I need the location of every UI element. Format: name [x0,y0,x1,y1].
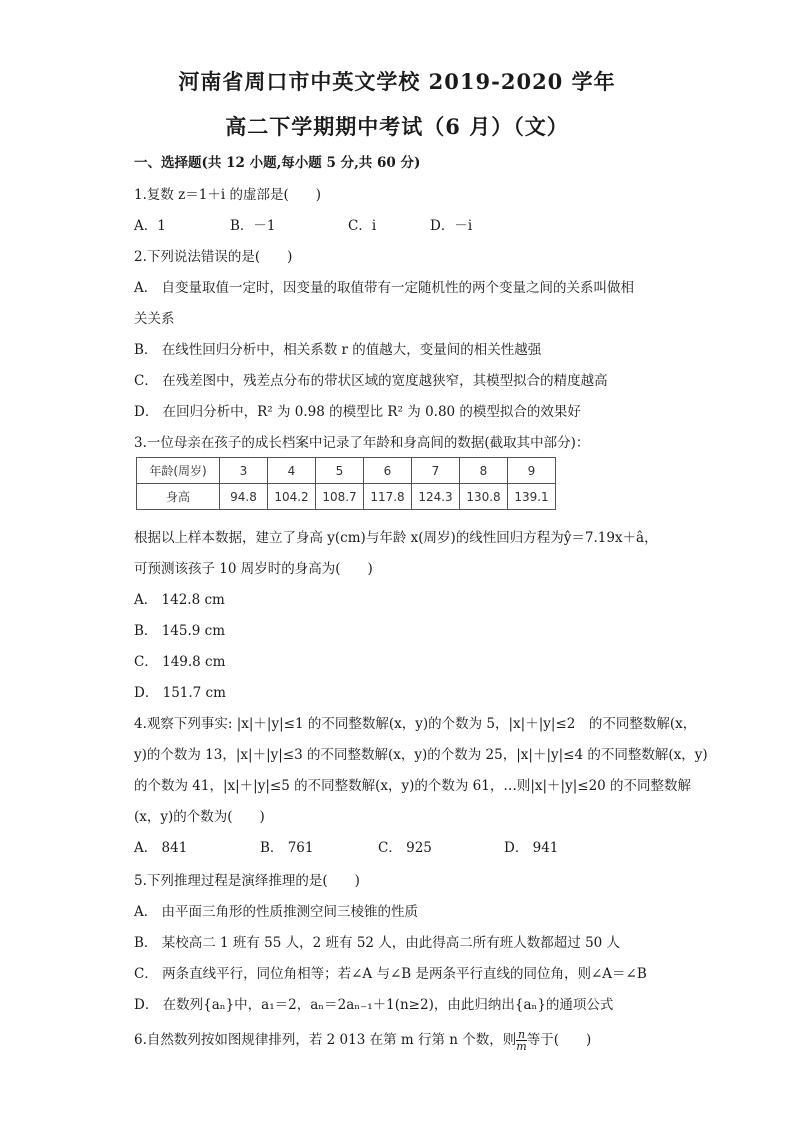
age-cell: 6 [364,458,412,484]
q3-stem: 3.一位母亲在孩子的成长档案中记录了年龄和身高间的数据(截取其中部分)： [134,435,590,451]
q3-regression-text: 根据以上样本数据，建立了身高 y(cm)与年龄 x(周岁)的线性回归方程为ŷ＝7.19x＋â， [134,530,658,546]
height-cell: 130.8 [460,484,508,510]
q4-option-d: D． 941 [504,840,559,856]
age-cell: 4 [268,458,316,484]
table-header-height: 身高 [137,484,220,510]
q3-option-d: D． 151.7 cm [134,685,226,701]
q3-question-text: 可预测该孩子 10 周岁时的身高为( ) [134,561,373,577]
q6-stem: 6.自然数列按如图规律排列，若 2 013 在第 m 行第 n 个数，则 [134,1032,517,1048]
q1-option-d: D．－i [430,218,473,234]
q2-stem: 2.下列说法错误的是( ) [134,249,293,265]
q4-option-a: A． 841 [134,840,188,856]
q4-line3: 的个数为 41，|x|＋|y|≤5 的不同整数解(x，y)的个数为 61，…则|x|＋|y|≤20 的不同整数解 [134,778,692,794]
height-cell: 124.3 [412,484,460,510]
q6-fraction-denominator: m [516,1040,527,1053]
q1-option-c: C．i [348,218,377,234]
q2-option-a-line1: A． 自变量取值一定时，因变量的取值带有一定随机性的两个变量之间的关系叫做相 [134,280,635,296]
q2-option-c: C． 在残差图中，残差点分布的带状区域的宽度越狭窄，其模型拟合的精度越高 [134,373,608,389]
q2-option-d: D． 在回归分析中，R² 为 0.98 的模型比 R² 为 0.80 的模型拟合的效果好 [134,404,581,420]
age-cell: 3 [220,458,268,484]
q3-option-c: C． 149.8 cm [134,654,226,670]
q5-option-b: B． 某校高二 1 班有 55 人，2 班有 52 人，由此得高二所有班人数都超过 50 人 [134,935,621,951]
q4-line4: (x，y)的个数为( ) [134,809,265,825]
q4-line1: 4.观察下列事实: |x|＋|y|≤1 的不同整数解(x，y)的个数为 5，|x|＋|y|≤2 的不同整数解(x， [134,716,697,732]
q3-option-a: A． 142.8 cm [134,592,225,608]
q6-stem-line [134,1028,591,1052]
exam-title-line2: 高二下学期期中考试（6 月）（文） [225,114,569,139]
section-heading-choice: 一、选择题(共 12 小题,每小题 5 分,共 60 分) [134,155,421,171]
height-cell: 108.7 [316,484,364,510]
q1-option-b: B．－1 [230,218,276,234]
q6-stem-end: 等于( ) [526,1032,592,1048]
q6-fraction [516,1029,526,1052]
height-cell: 104.2 [268,484,316,510]
q5-option-c: C． 两条直线平行，同位角相等；若∠A 与∠B 是两条平行直线的同位角，则∠A＝∠B [134,966,647,982]
q4-option-c: C． 925 [378,840,432,856]
table-header-age: 年龄(周岁) [137,458,220,484]
height-cell: 139.1 [508,484,556,510]
q4-line2: y)的个数为 13，|x|＋|y|≤3 的不同整数解(x，y)的个数为 25，|x|＋|y|≤4 的不同整数解(x，y) [134,747,708,763]
table-row [137,484,556,510]
q3-option-b: B． 145.9 cm [134,623,226,639]
q4-option-b: B． 761 [260,840,314,856]
q2-option-b: B． 在线性回归分析中，相关系数 r 的值越大，变量间的相关性越强 [134,342,542,358]
q6-fraction-numerator: n [517,1028,526,1041]
q1-stem: 1.复数 z＝1＋i 的虚部是( ) [134,187,322,203]
height-cell: 117.8 [364,484,412,510]
q2-option-a-line2: 关关系 [134,311,175,327]
age-cell: 5 [316,458,364,484]
age-cell: 9 [508,458,556,484]
table-row [137,458,556,484]
age-height-table [136,457,556,510]
age-cell: 8 [460,458,508,484]
q5-stem: 5.下列推理过程是演绎推理的是( ) [134,873,360,889]
q5-option-d: D． 在数列{aₙ}中，a₁＝2，aₙ＝2aₙ₋₁＋1(n≥2)，由此归纳出{aₙ}的通项公式 [134,997,614,1013]
q1-option-a: A．1 [134,218,166,234]
q5-option-a: A． 由平面三角形的性质推测空间三棱锥的性质 [134,904,419,920]
height-cell: 94.8 [220,484,268,510]
age-cell: 7 [412,458,460,484]
exam-title-line1: 河南省周口市中英文学校 2019-2020 学年 [178,69,616,94]
